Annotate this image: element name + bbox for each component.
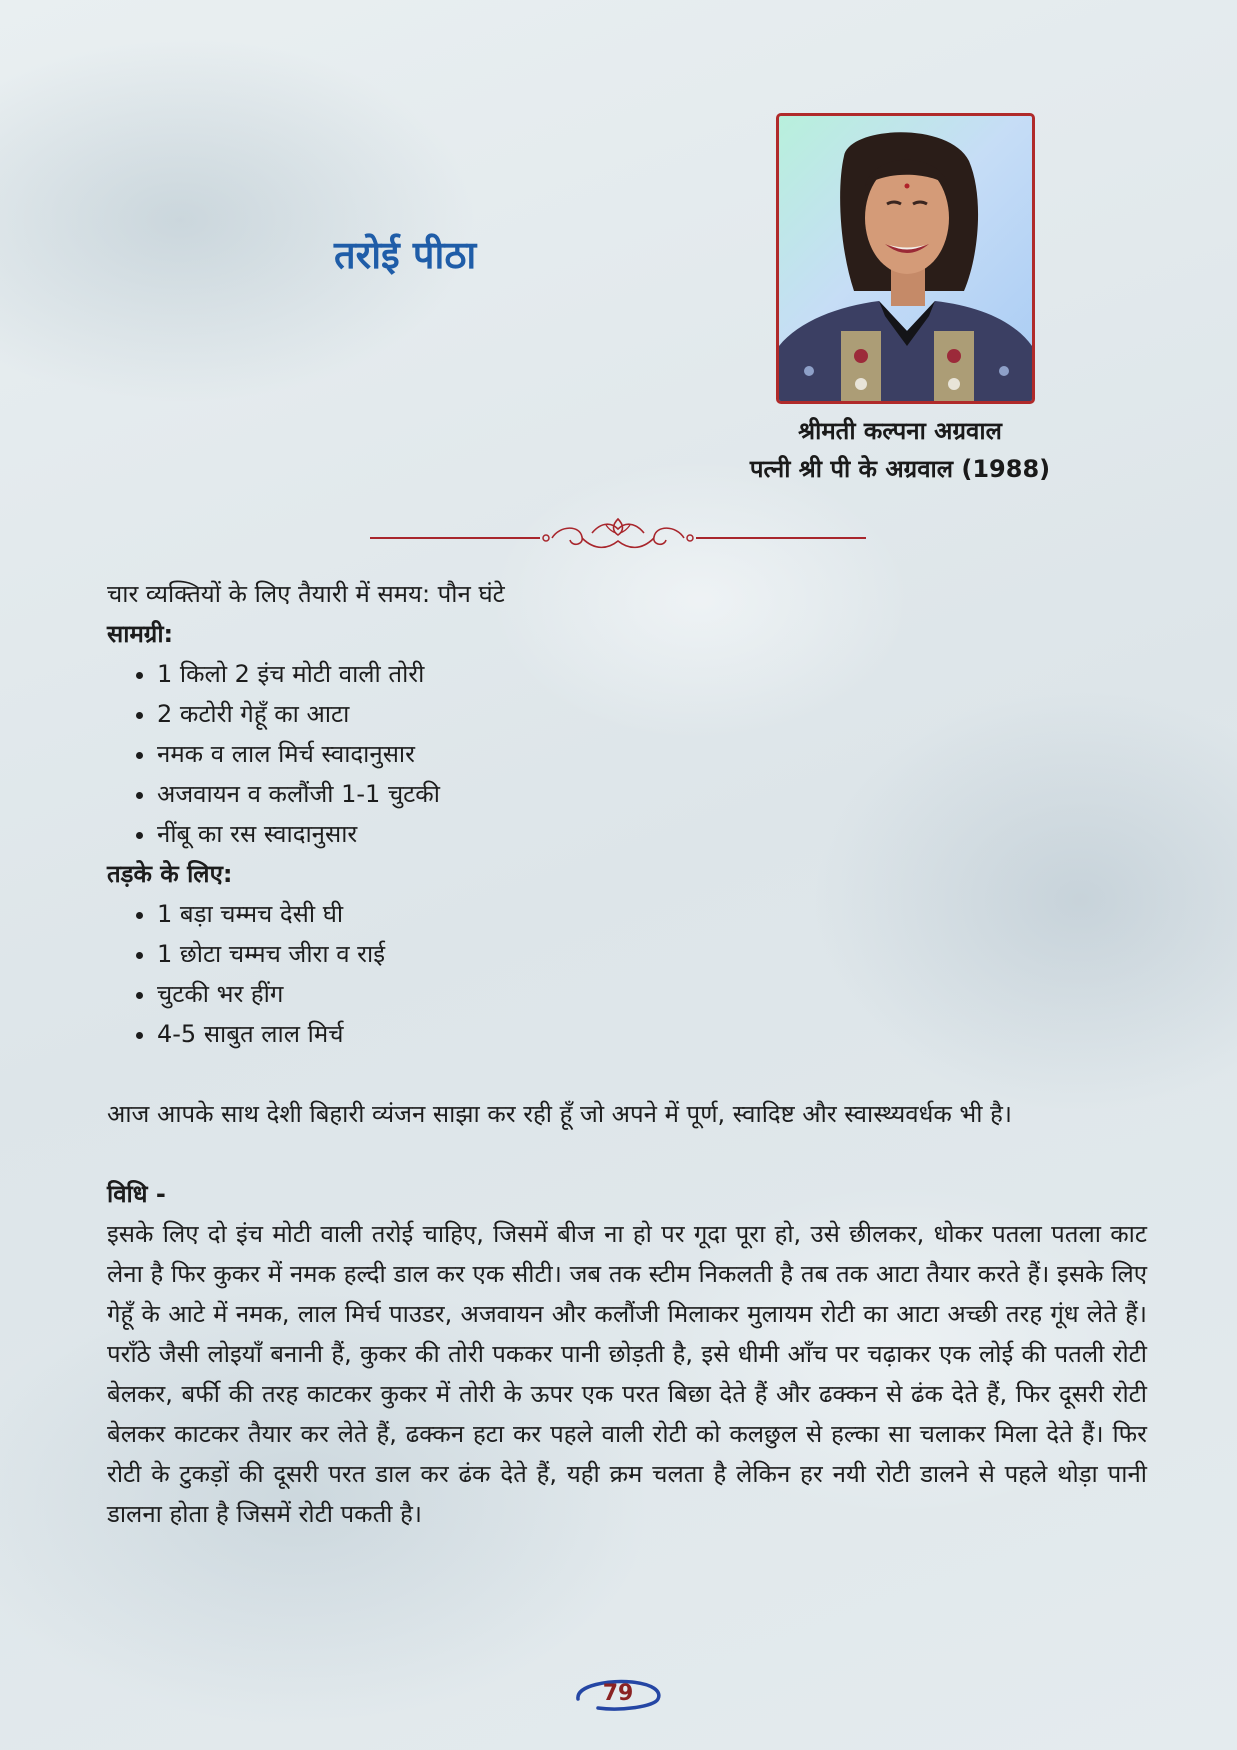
list-item: • नमक व लाल मिर्च स्वादानुसार xyxy=(157,734,1147,774)
ornamental-divider xyxy=(370,513,866,563)
recipe-description: आज आपके साथ देशी बिहारी व्यंजन साझा कर रही हूँ जो अपने में पूर्ण, स्वादिष्ट और स्वास्थ्यवर्धक भी है। xyxy=(107,1100,1012,1128)
page-number-text: 79 xyxy=(602,1681,634,1706)
recipe-body xyxy=(107,574,1147,1534)
list-item: • 4-5 साबुत लाल मिर्च xyxy=(157,1014,1147,1054)
list-item: • चुटकी भर हींग xyxy=(157,974,1147,1014)
list-item: • अजवायन व कलौंजी 1-1 चुटकी xyxy=(157,774,1147,814)
page-number xyxy=(570,1677,666,1713)
tadka-heading: तड़के के लिए: xyxy=(107,860,233,888)
list-item: • 1 बड़ा चम्मच देसी घी xyxy=(157,894,1147,934)
list-item: • 1 छोटा चम्मच जीरा व राई xyxy=(157,934,1147,974)
ingredients-heading: सामग्री: xyxy=(107,620,174,648)
author-photo xyxy=(776,113,1035,404)
recipe-title: तरोई पीठा xyxy=(334,233,477,277)
ingredients-list xyxy=(107,654,1147,854)
author-caption xyxy=(700,412,1100,488)
method-heading: विधि - xyxy=(107,1180,166,1208)
list-item: • नींबू का रस स्वादानुसार xyxy=(157,814,1147,854)
tadka-list xyxy=(107,894,1147,1054)
author-name: श्रीमती कल्पना अग्रवाल xyxy=(798,417,1002,445)
list-item: • 1 किलो 2 इंच मोटी वाली तोरी xyxy=(157,654,1147,694)
list-item: • 2 कटोरी गेहूँ का आटा xyxy=(157,694,1147,734)
method-text: इसके लिए दो इंच मोटी वाली तरोई चाहिए, जिसमें बीज ना हो पर गूदा पूरा हो, उसे छीलकर, धोकर पतला पतला काट लेना है फिर कुकर में नमक हल्दी डाल कर एक सीटी। जब तक स्टीम निकलती है तब तक आटा तैयार करते हैं। इसके लिए गेहूँ के आटे में नमक, लाल मिर्च पाउडर, अजवायन और कलौंजी मिलाकर मुलायम रोटी का आटा अच्छी तरह गूंध लेते हैं। पराँठे जैसी लोइयाँ बनानी हैं, कुकर की तोरी पककर पानी छोड़ती है, इसे धीमी आँच पर चढ़ाकर एक लोई की पतली रोटी बेलकर, बर्फी की तरह काटकर कुकर में तोरी के ऊपर एक परत बिछा देते हैं और ढक्कन से ढंक देते हैं, फिर दूसरी रोटी बेलकर काटकर तैयार कर लेते हैं, ढक्कन हटा कर पहले वाली रोटी को कलछुल से हल्का सा चलाकर मिला देते हैं। फिर रोटी के टुकड़ों की दूसरी परत डाल कर ढंक देते हैं, यही क्रम चलता है लेकिन हर नयी रोटी डालने से पहले थोड़ा पानी डालना होता है जिसमें रोटी पकती है। xyxy=(107,1220,1147,1528)
serving-info: चार व्यक्तियों के लिए तैयारी में समय: पौन घंटे xyxy=(107,580,505,608)
author-relation: पत्नी श्री पी के अग्रवाल (1988) xyxy=(749,455,1051,483)
portrait-illustration xyxy=(779,116,1032,401)
